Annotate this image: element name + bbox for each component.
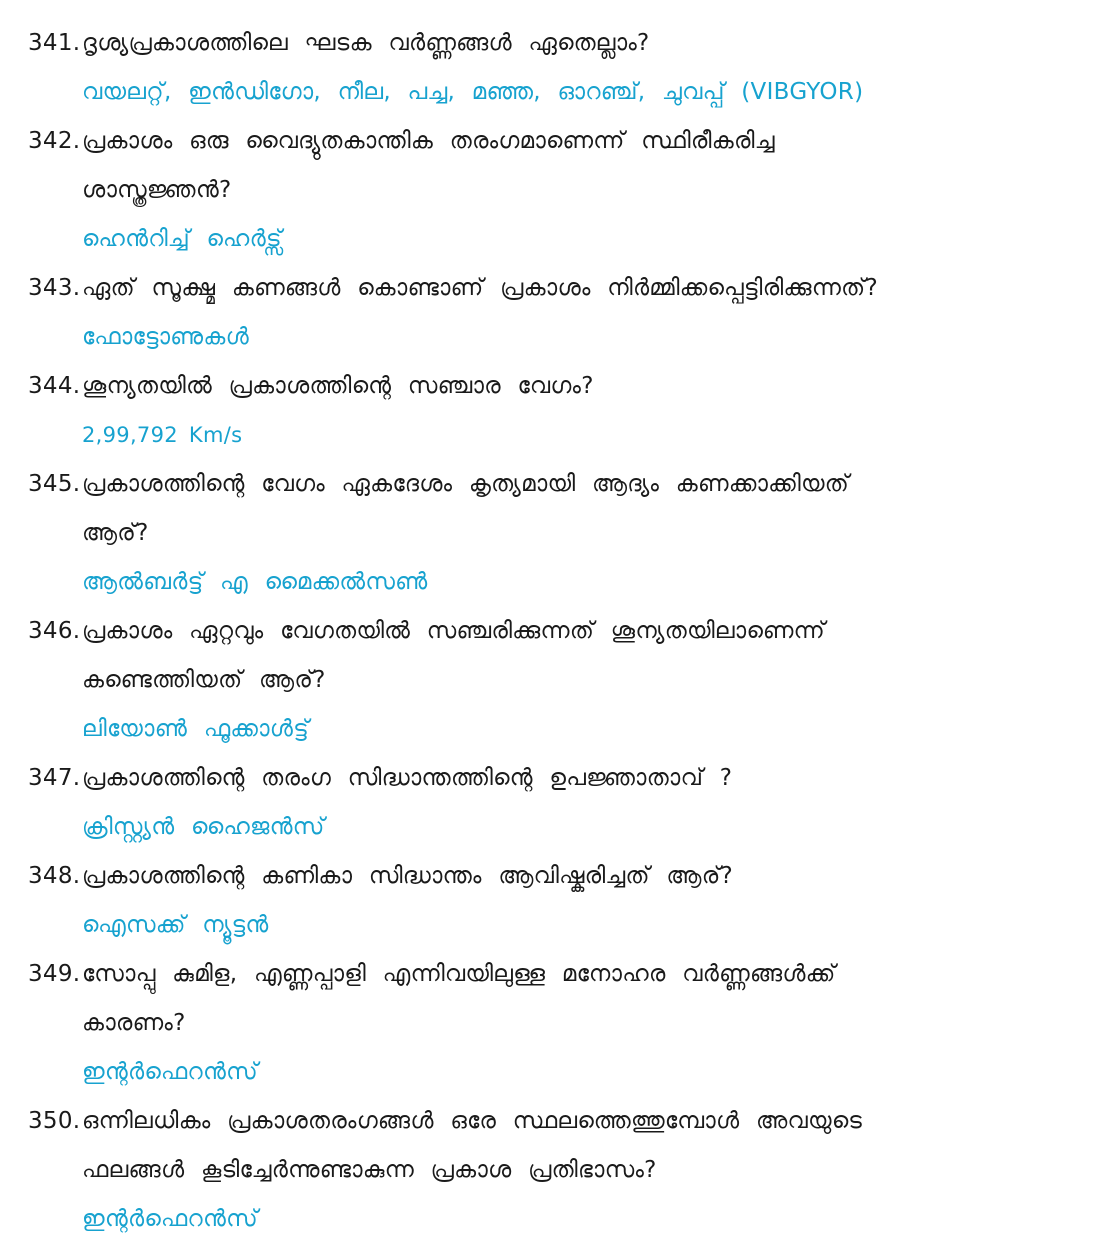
answer-line xyxy=(0,68,1119,117)
question-line xyxy=(0,607,1119,656)
answer-line xyxy=(0,803,1119,852)
question-line xyxy=(0,117,1119,166)
question-line xyxy=(0,1097,1119,1146)
question-text: കണ്ടെത്തിയത് ആര്? xyxy=(82,667,326,693)
question-number: 349. xyxy=(28,961,81,987)
qa-item xyxy=(0,19,1119,117)
question-text: ആര്? xyxy=(82,520,149,546)
qa-item xyxy=(0,754,1119,852)
question-number: 341. xyxy=(28,30,81,56)
question-text: പ്രകാശം ഏറ്റവും വേഗതയിൽ സഞ്ചരിക്കുന്നത് ശൂന്യതയിലാണെന്ന് xyxy=(82,618,826,644)
question-line xyxy=(0,950,1119,999)
answer-line xyxy=(0,411,1119,460)
question-line xyxy=(0,19,1119,68)
question-line xyxy=(0,166,1119,215)
qa-item xyxy=(0,1097,1119,1244)
question-text: ഫലങ്ങൾ കൂടിച്ചേർന്നുണ്ടാകുന്ന പ്രകാശ പ്രതിഭാസം? xyxy=(82,1157,657,1183)
question-line xyxy=(0,362,1119,411)
question-number: 342. xyxy=(28,128,81,154)
answer-line xyxy=(0,1048,1119,1097)
answer-line xyxy=(0,705,1119,754)
answer-text: ക്രിസ്റ്റ്യൻ ഹൈജൻസ് xyxy=(82,814,325,840)
question-text: ഏത് സൂക്ഷ്മ കണങ്ങൾ കൊണ്ടാണ് പ്രകാശം നിർമ്മിക്കപ്പെട്ടിരിക്കുന്നത്? xyxy=(82,275,878,301)
question-number: 345. xyxy=(28,471,81,497)
top-margin xyxy=(0,0,1119,19)
answer-text: ആൽബർട്ട് എ മൈക്കൽസൺ xyxy=(82,569,428,595)
question-text: ശൂന്യതയിൽ പ്രകാശത്തിന്റെ സഞ്ചാര വേഗം? xyxy=(82,373,594,399)
question-text: പ്രകാശത്തിന്റെ വേഗം ഏകദേശം കൃത്യമായി ആദ്യം കണക്കാക്കിയത് xyxy=(82,471,850,497)
answer-line xyxy=(0,313,1119,362)
question-text: ഒന്നിലധികം പ്രകാശതരംഗങ്ങൾ ഒരേ സ്ഥലത്തെത്തുമ്പോൾ അവയുടെ xyxy=(82,1108,863,1134)
question-number: 344. xyxy=(28,373,81,399)
question-text: ദൃശ്യപ്രകാശത്തിലെ ഘടക വർണ്ണങ്ങൾ ഏതെല്ലാം? xyxy=(82,30,650,56)
question-line xyxy=(0,754,1119,803)
question-answer-list xyxy=(0,19,1119,1244)
answer-line xyxy=(0,558,1119,607)
qa-item xyxy=(0,607,1119,754)
question-text: ശാസ്ത്രജ്ഞൻ? xyxy=(82,177,232,203)
question-line xyxy=(0,1146,1119,1195)
answer-line xyxy=(0,215,1119,264)
question-text: പ്രകാശത്തിന്റെ തരംഗ സിദ്ധാന്തത്തിന്റെ ഉപജ്ഞാതാവ് ? xyxy=(82,765,733,791)
question-number: 347. xyxy=(28,765,81,791)
answer-text: ഫോട്ടോണുകൾ xyxy=(82,324,249,350)
question-line xyxy=(0,460,1119,509)
question-text: സോപ്പു കുമിള, എണ്ണപ്പാളി എന്നിവയിലുള്ള മനോഹര വർണ്ണങ്ങൾക്ക് xyxy=(82,961,836,987)
answer-text: ഇന്റർഫെറൻസ് xyxy=(82,1206,258,1232)
answer-text: 2,99,792 Km/s xyxy=(82,423,243,447)
question-text: പ്രകാശത്തിന്റെ കണികാ സിദ്ധാന്തം ആവിഷ്കരിച്ചത് ആര്? xyxy=(82,863,734,889)
question-line xyxy=(0,509,1119,558)
question-number: 350. xyxy=(28,1108,81,1134)
question-number: 346. xyxy=(28,618,81,644)
question-number: 343. xyxy=(28,275,81,301)
answer-text: ഐസക്ക് ന്യൂട്ടൻ xyxy=(82,912,269,938)
qa-item xyxy=(0,264,1119,362)
question-line xyxy=(0,852,1119,901)
question-number: 348. xyxy=(28,863,81,889)
qa-item xyxy=(0,852,1119,950)
question-text: പ്രകാശം ഒരു വൈദ്യുതകാന്തിക തരംഗമാണെന്ന് സ്ഥിരീകരിച്ച xyxy=(82,128,775,154)
answer-text: ലിയോൺ ഫൂക്കാൾട്ട് xyxy=(82,716,310,742)
answer-text: വയലറ്റ്, ഇൻഡിഗോ, നീല, പച്ച, മഞ്ഞ, ഓറഞ്ച്, ചുവപ്പ് (VIBGYOR) xyxy=(82,79,864,105)
question-text: കാരണം? xyxy=(82,1010,186,1036)
qa-item xyxy=(0,950,1119,1097)
question-line xyxy=(0,264,1119,313)
qa-item xyxy=(0,460,1119,607)
question-line xyxy=(0,656,1119,705)
qa-item xyxy=(0,117,1119,264)
question-line xyxy=(0,999,1119,1048)
answer-text: ഇന്റർഫെറൻസ് xyxy=(82,1059,258,1085)
qa-item xyxy=(0,362,1119,460)
answer-line xyxy=(0,901,1119,950)
answer-line xyxy=(0,1195,1119,1244)
answer-text: ഹെൻറിച്ച് ഹെർട്സ് xyxy=(82,226,282,252)
